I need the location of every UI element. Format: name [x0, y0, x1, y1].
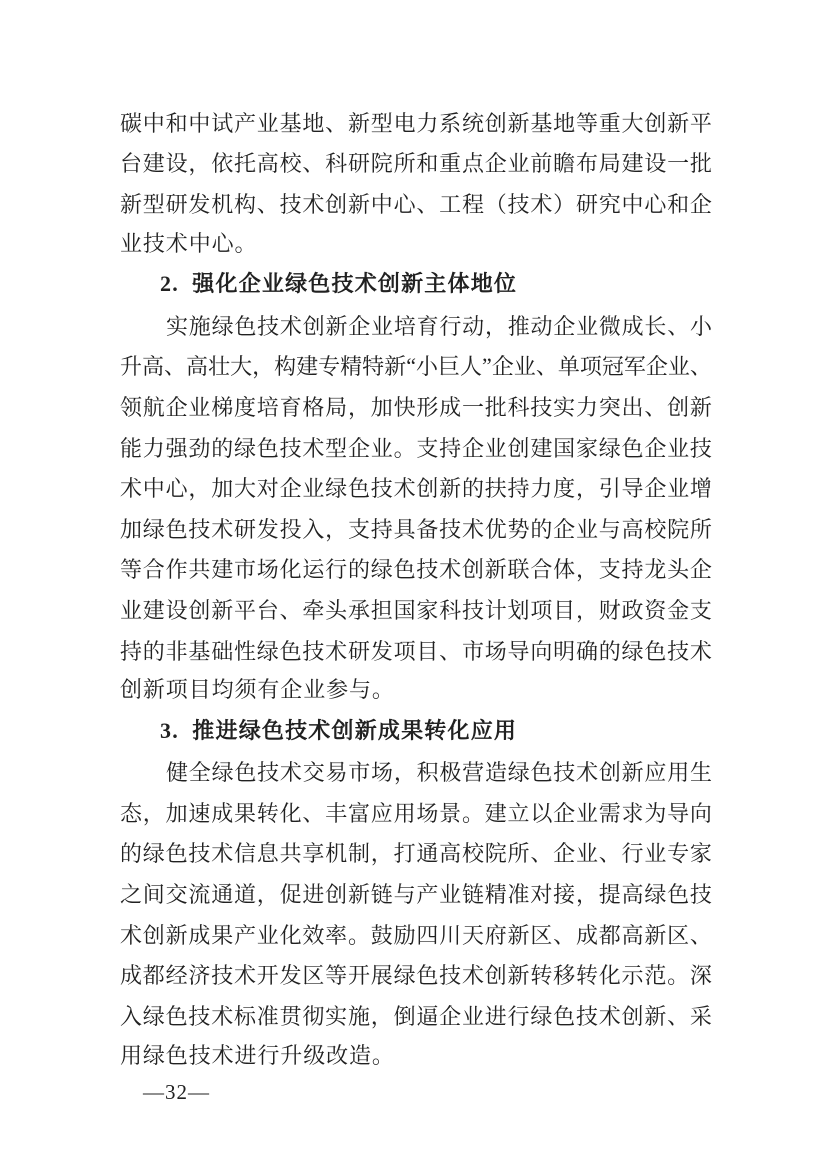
- text-line: 的 绿 色 技 术 信 息 共 享 机 制 ， 打 通 高 校 院 所 、 企 业 、 行 业 专 家: [120, 841, 712, 867]
- text-line: 态 ， 加 速 成 果 转 化 、 丰 富 应 用 场 景 。 建 立 以 企 业 需 求 为 导 向: [120, 800, 712, 826]
- text-line: 用绿色技术进行升级改造。: [120, 1042, 395, 1068]
- document-body: [120, 102, 712, 1076]
- section-heading: 3. 推进绿色技术创新成果转化应用: [160, 717, 518, 743]
- text-line: 新 型 研 发 机 构 、 技 术 创 新 中 心 、 工 程 （ 技 术 ） 研 究 中 心 和 企: [120, 191, 712, 217]
- text-line: 术 创 新 成 果 产 业 化 效 率 。 鼓 励 四 川 天 府 新 区 、 成 都 高 新 区 、: [120, 922, 712, 948]
- text-line: 台 建 设 ， 依 托 高 校 、 科 研 院 所 和 重 点 企 业 前 瞻 布 局 建 设 一 批: [120, 151, 712, 177]
- text-line: 持 的 非 基 础 性 绿 色 技 术 研 发 项 目 、 市 场 导 向 明 确 的 绿 色 技 术: [120, 638, 712, 664]
- text-line: 业 建 设 创 新 平 台 、 牵 头 承 担 国 家 科 技 计 划 项 目 ， 财 政 资 金 支: [120, 597, 712, 623]
- text-line: 入 绿 色 技 术 标 准 贯 彻 实 施 ， 倒 逼 企 业 进 行 绿 色 技 术 创 新 、 采: [120, 1003, 712, 1029]
- text-line: 业技术中心。: [120, 230, 258, 256]
- text-line: 碳 中 和 中 试 产 业 基 地 、 新 型 电 力 系 统 创 新 基 地 等 重 大 创 新 平: [120, 110, 712, 136]
- text-line: 领 航 企 业 梯 度 培 育 格 局 ， 加 快 形 成 一 批 科 技 实 力 突 出 、 创 新: [120, 394, 712, 420]
- text-line: 之 间 交 流 通 道 ， 促 进 创 新 链 与 产 业 链 精 准 对 接 ， 提 高 绿 色 技: [120, 882, 712, 908]
- text-line: 健 全 绿 色 技 术 交 易 市 场 ， 积 极 营 造 绿 色 技 术 创 新 应 用 生: [166, 760, 712, 786]
- text-line: 升 高 、 高 壮 大 ， 构 建 专 精 特 新 “ 小 巨 人 ” 企 业 、 单 项 冠 军 企 业 、: [120, 352, 712, 380]
- text-line: 等 合 作 共 建 市 场 化 运 行 的 绿 色 技 术 创 新 联 合 体 ， 支 持 龙 头 企: [120, 557, 712, 583]
- page-number: —32—: [143, 1080, 210, 1104]
- text-line: 加 绿 色 技 术 研 发 投 入 ， 支 持 具 备 技 术 优 势 的 企 业 与 高 校 院 所: [120, 516, 712, 542]
- text-line: 实 施 绿 色 技 术 创 新 企 业 培 育 行 动 ， 推 动 企 业 微 成 长 、 小: [166, 313, 712, 339]
- text-line: 术 中 心 ， 加 大 对 企 业 绿 色 技 术 创 新 的 扶 持 力 度 ， 引 导 企 业 增: [120, 476, 712, 502]
- text-line: 成 都 经 济 技 术 开 发 区 等 开 展 绿 色 技 术 创 新 转 移 转 化 示 范 。 深: [120, 963, 712, 989]
- text-line: 能 力 强 劲 的 绿 色 技 术 型 企 业 。 支 持 企 业 创 建 国 家 绿 色 企 业 技: [120, 435, 712, 461]
- section-heading: 2. 强化企业绿色技术创新主体地位: [160, 271, 518, 297]
- text-line: 创新项目均须有企业参与。: [120, 677, 395, 703]
